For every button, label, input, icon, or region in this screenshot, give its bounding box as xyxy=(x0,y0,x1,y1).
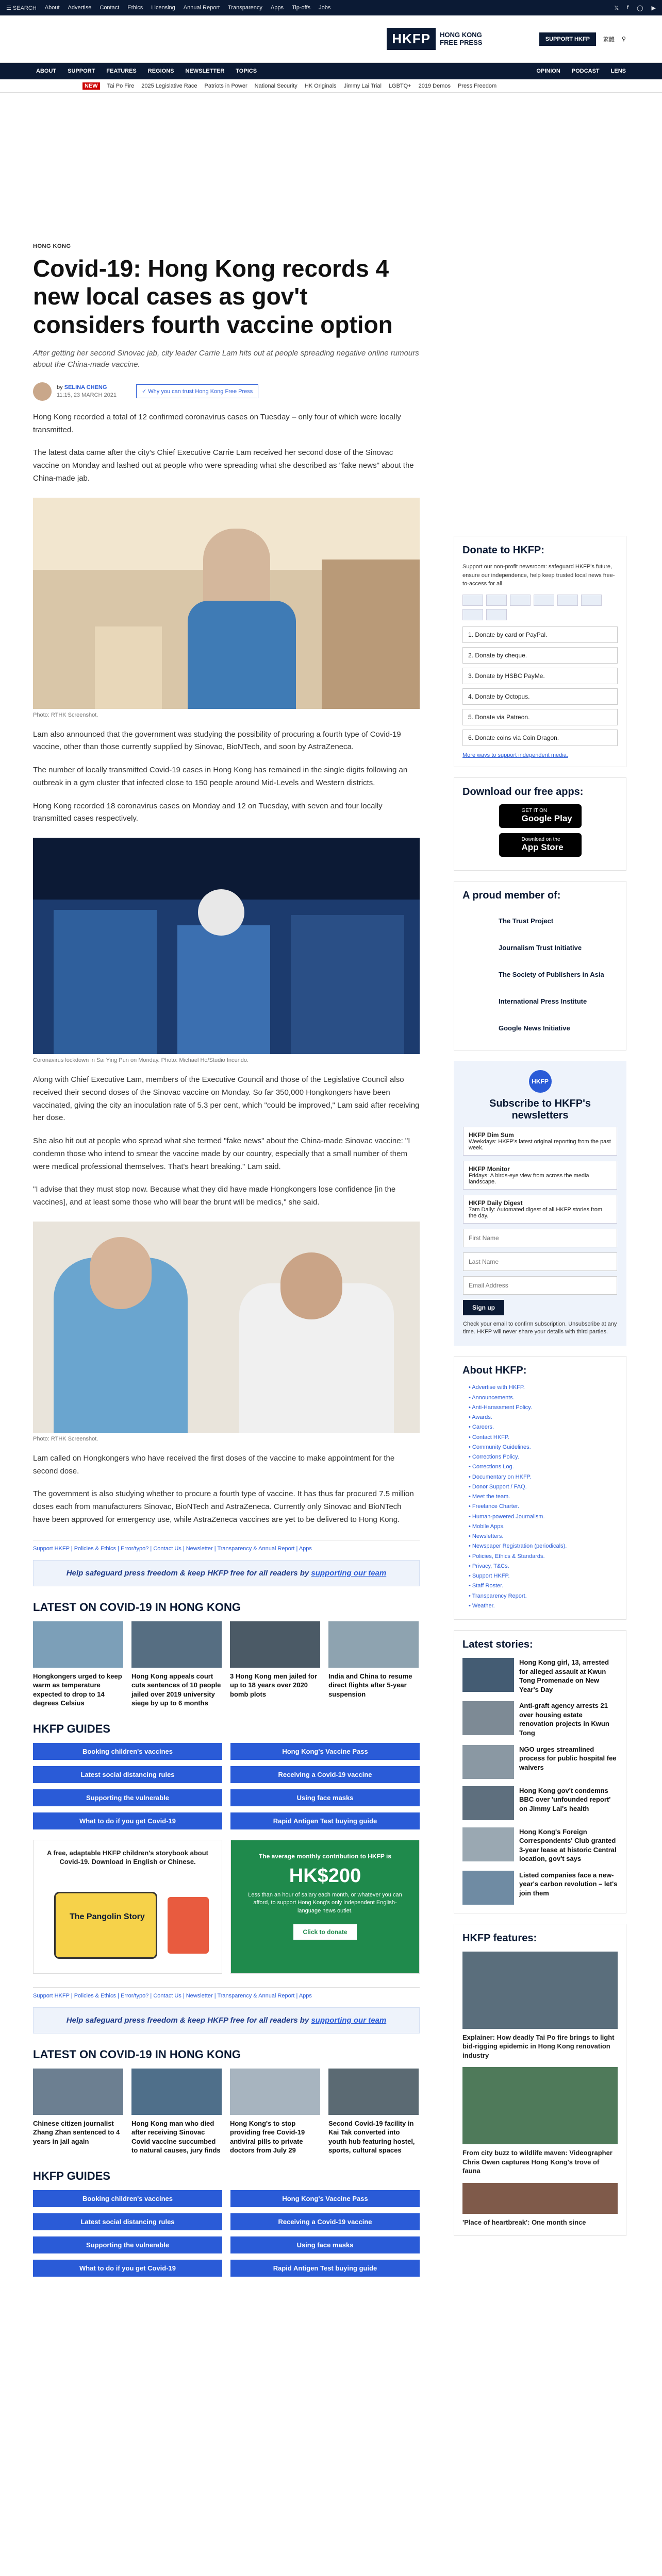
guide-button[interactable]: Using face masks xyxy=(230,1789,420,1806)
site-logo[interactable] xyxy=(387,28,482,50)
help-text: Help safeguard press freedom & keep HKFP free for all readers by xyxy=(66,2015,309,2025)
storybook-title: A free, adaptable HKFP children's storybook about Covid-19. Download in English or Chinese. xyxy=(47,1849,208,1866)
nl-desc: Fridays: A birds-eye view from across the media landscape. xyxy=(469,1172,589,1185)
top-link-annual-report[interactable]: Annual Report xyxy=(183,5,220,11)
photo-carrie-lam-vaccine xyxy=(33,498,420,709)
top-link-apps[interactable]: Apps xyxy=(270,5,284,11)
nav-support[interactable]: SUPPORT xyxy=(68,68,95,74)
nl-name: HKFP Monitor xyxy=(469,1165,510,1173)
trust-button-label: Why you can trust Hong Kong Free Press xyxy=(148,388,253,395)
search-label: SEARCH xyxy=(12,5,37,11)
donate-option[interactable]: 2. Donate by cheque. xyxy=(462,647,618,664)
nav-podcast[interactable]: PODCAST xyxy=(571,68,600,74)
language-switch[interactable]: 繁體 xyxy=(603,36,615,43)
masthead xyxy=(0,15,662,63)
story-item[interactable] xyxy=(462,1658,618,1694)
latest-card[interactable] xyxy=(328,1621,419,1708)
apple-small: Download on the xyxy=(521,837,560,842)
about-link[interactable]: • Freelance Charter. xyxy=(469,1503,520,1510)
newsletter-box xyxy=(454,1061,626,1346)
card-title: 3 Hong Kong men jailed for up to 18 years over 2020 bomb plots xyxy=(230,1672,318,1698)
donate-heading: The average monthly contribution to HKFP is xyxy=(258,1852,392,1860)
donate-option[interactable]: 5. Donate via Patreon. xyxy=(462,709,618,725)
nav-about[interactable]: ABOUT xyxy=(36,68,57,74)
nav-topics[interactable]: TOPICS xyxy=(236,68,257,74)
donate-option[interactable]: 1. Donate by card or PayPal. xyxy=(462,626,618,643)
about-link[interactable]: • Meet the team. xyxy=(469,1494,510,1500)
google-small: GET IT ON xyxy=(521,808,548,814)
story-item[interactable] xyxy=(462,1871,618,1905)
about-link[interactable]: • Privacy, T&Cs. xyxy=(469,1563,509,1569)
top-link-licensing[interactable]: Licensing xyxy=(151,5,175,11)
subnav-item[interactable]: Jimmy Lai Trial xyxy=(343,82,382,89)
support-links-2[interactable]: Support HKFP | Policies & Ethics | Error/typo? | Contact Us | Newsletter | Transparency & Annual Report | Apps xyxy=(33,1987,420,1999)
guide-button[interactable]: Hong Kong's Vaccine Pass xyxy=(230,2190,420,2207)
newsletter-note: Check your email to confirm subscription. Unsubscribe at any time. HKFP will never share your details with third parties. xyxy=(463,1320,617,1335)
latest-cards-2 xyxy=(33,2069,420,2155)
card-title: Hong Kong appeals court cuts sentences of 10 people jailed over 2019 university siege by up to 6 months xyxy=(131,1672,221,1707)
search-icon[interactable]: ⚲ xyxy=(621,36,626,42)
member-logo[interactable]: The Society of Publishers in Asia xyxy=(499,971,604,978)
paypal-icon xyxy=(510,595,531,606)
card-title: Chinese citizen journalist Zhang Zhan sentenced to 4 years in jail again xyxy=(33,2119,120,2145)
paragraph: Lam called on Hongkongers who have received the first doses of the vaccine to make appointment for the second dose. xyxy=(33,1453,395,1476)
paragraph: Lam also announced that the government was studying the possibility of procuring a fourth type of Covid-19 vaccine, other than those currently supplied by Sinovac, BioNTech, and soon by AstraZeneca. xyxy=(33,730,401,752)
photo-caption: Photo: RTHK Screenshot. xyxy=(33,711,98,718)
top-link-contact[interactable]: Contact xyxy=(100,5,120,11)
donate-title: Donate to HKFP: xyxy=(462,545,544,556)
subnav-item[interactable]: 2025 Legislative Race xyxy=(141,82,197,89)
feature-item[interactable] xyxy=(462,1952,618,2060)
about-link[interactable]: • Newspaper Registration (periodicals). xyxy=(469,1543,567,1550)
sub-nav xyxy=(0,79,662,93)
about-link[interactable]: • Policies, Ethics & Standards. xyxy=(469,1553,545,1560)
guides-title-2: HKFP GUIDES xyxy=(33,2169,110,2182)
top-link-about[interactable]: About xyxy=(44,5,60,11)
about-title: About HKFP: xyxy=(462,1365,527,1377)
nl-desc: 7am Daily: Automated digest of all HKFP stories from the day. xyxy=(469,1206,603,1219)
paragraph: Hong Kong recorded 18 coronavirus cases on Monday and 12 on Tuesday, with seven and four locally transmitted cases respectively. xyxy=(33,801,383,823)
newsletter-option-dim-sum[interactable] xyxy=(463,1127,617,1156)
search-link[interactable]: ☰ SEARCH xyxy=(6,5,37,11)
new-badge: NEW xyxy=(82,82,100,90)
stories-title: Latest stories: xyxy=(462,1639,533,1651)
paragraph: Hong Kong recorded a total of 12 confirmed coronavirus cases on Tuesday – only four of which were locally transmitted. xyxy=(33,412,401,434)
donate-button[interactable]: Click to donate xyxy=(293,1924,356,1940)
help-box-2 xyxy=(33,2007,420,2033)
paragraph: The latest data came after the city's Chief Executive Carrie Lam received her second dose of the Sinovac vaccine on Monday and lashed out at people who were spreading what she described as "fake news" about the China-made jab. xyxy=(33,448,414,483)
latest-cards xyxy=(33,1621,420,1708)
story-title: Hong Kong's Foreign Correspondents' Club granted 3-year lease at historic Central location, gov't says xyxy=(519,1827,617,1863)
about-link[interactable]: • Contact HKFP. xyxy=(469,1434,509,1440)
instagram-icon[interactable]: ◯ xyxy=(637,5,643,11)
about-link[interactable]: • Community Guidelines. xyxy=(469,1444,531,1450)
feature-title: From city buzz to wildlife maven: Videographer Chris Owen captures Hong Kong's trove of fauna xyxy=(462,2149,613,2175)
guide-button[interactable]: Using face masks xyxy=(230,2236,420,2253)
about-link[interactable]: • Mobile Apps. xyxy=(469,1523,505,1530)
facebook-icon[interactable]: f xyxy=(627,5,629,11)
story-title: Hong Kong girl, 13, arrested for alleged assault at Kwun Tong Promenade on New Year's Day xyxy=(519,1658,609,1693)
feature-title: Explainer: How deadly Tai Po fire brings to light bid-rigging epidemic in Hong Kong renovation industry xyxy=(462,2033,615,2059)
guide-button[interactable]: Rapid Antigen Test buying guide xyxy=(230,2260,420,2277)
donate-promo[interactable] xyxy=(230,1840,420,1974)
top-link-advertise[interactable]: Advertise xyxy=(68,5,92,11)
storybook-promo[interactable] xyxy=(33,1840,222,1974)
storybook-label: The Pangolin Story xyxy=(70,1912,145,1921)
donate-text: Less than an hour of salary each month, or whatever you can afford, to support Hong Kong's only independent English-language news outlet. xyxy=(248,1891,402,1914)
nav-opinion[interactable]: OPINION xyxy=(536,68,560,74)
newsletter-option-monitor[interactable] xyxy=(463,1161,617,1190)
apps-title: Download our free apps: xyxy=(462,786,584,798)
story-item[interactable] xyxy=(462,1701,618,1737)
newsletter-option-digest[interactable] xyxy=(463,1195,617,1224)
about-box xyxy=(454,1356,626,1620)
top-link-ethics[interactable]: Ethics xyxy=(127,5,143,11)
subnav-item[interactable]: 2019 Demos xyxy=(418,82,451,89)
story-title: NGO urges streamlined process for public hospital fee waivers xyxy=(519,1745,617,1771)
member-title: A proud member of: xyxy=(462,889,561,901)
paragraph: "I advise that they must stop now. Because what they did have made Hongkongers lose confidence [in the vaccines], and at least some those who will bear the brunt will be medics," she said. xyxy=(33,1185,396,1207)
donate-option[interactable]: 6. Donate coins via Coin Dragon. xyxy=(462,730,618,746)
card-icon xyxy=(486,595,507,606)
google-play-button[interactable] xyxy=(499,804,582,828)
subnav-item[interactable]: National Security xyxy=(254,82,297,89)
card-title: Second Covid-19 facility in Kai Tak converted into youth hub featuring hostel, sports, cultural spaces xyxy=(328,2119,415,2155)
member-logo[interactable]: Journalism Trust Initiative xyxy=(499,944,582,952)
member-logo[interactable]: Google News Initiative xyxy=(499,1024,570,1032)
top-bar xyxy=(0,0,662,15)
story-item[interactable] xyxy=(462,1827,618,1863)
logo-line1: HONG KONG xyxy=(440,31,482,39)
features-title: HKFP features: xyxy=(462,1932,537,1944)
guide-button[interactable]: Supporting the vulnerable xyxy=(33,1789,222,1806)
guides-title: HKFP GUIDES xyxy=(33,1722,110,1735)
story-item[interactable] xyxy=(462,1745,618,1779)
about-link[interactable]: • Corrections Policy. xyxy=(469,1454,519,1461)
story-title: Listed companies face a new-year's carbon revolution – let's join them xyxy=(519,1871,618,1897)
help-link[interactable]: supporting our team xyxy=(311,2015,387,2025)
latest-card[interactable] xyxy=(131,2069,222,2155)
subnav-item[interactable]: Tai Po Fire xyxy=(107,82,135,89)
guide-button[interactable]: Booking children's vaccines xyxy=(33,2190,222,2207)
donate-option[interactable]: 4. Donate by Octopus. xyxy=(462,688,618,705)
latest-card[interactable] xyxy=(230,1621,320,1708)
email-input[interactable]: Email Address xyxy=(463,1276,617,1295)
about-link[interactable]: • Transparency Report. xyxy=(469,1592,527,1599)
support-button[interactable]: SUPPORT HKFP xyxy=(539,32,596,46)
octopus-icon xyxy=(557,595,578,606)
top-link-transparency[interactable]: Transparency xyxy=(228,5,262,11)
apps-box xyxy=(454,777,626,871)
help-text: Help safeguard press freedom & keep HKFP free for all readers by xyxy=(66,1568,309,1578)
latest-card[interactable] xyxy=(328,2069,419,2155)
guide-button[interactable]: What to do if you get Covid-19 xyxy=(33,1812,222,1829)
help-box xyxy=(33,1560,420,1586)
about-link[interactable]: • Documentary on HKFP. xyxy=(469,1473,532,1480)
card-title: Hong Kong's to stop providing free Covid-19 antiviral pills to private doctors from July 29 xyxy=(230,2119,305,2155)
feature-item[interactable] xyxy=(462,2183,618,2227)
paragraph: The government is also studying whether to procure a fourth type of vaccine. It has thus far procured 7.5 million doses each from manufacturers Sinovac, BioNTech and AstraZeneca. Currently only Sinovac and BioNTech have been approved for emergency use, while AstraZeneca vaccines are yet to be delivered to Hong Kong. xyxy=(33,1489,414,1524)
card-title: Hong Kong man who died after receiving Sinovac Covid vaccine succumbed to natural causes, jury finds xyxy=(131,2119,221,2155)
member-logo[interactable]: The Trust Project xyxy=(499,917,554,925)
author-prefix: by xyxy=(57,384,63,391)
subnav-item[interactable]: LGBTQ+ xyxy=(388,82,411,89)
author-name[interactable]: SELINA CHENG xyxy=(64,384,107,391)
article-kicker[interactable]: HONG KONG xyxy=(33,243,71,249)
nl-name: HKFP Daily Digest xyxy=(469,1199,523,1207)
cheque-icon xyxy=(462,609,483,620)
photo-second-dose xyxy=(33,1222,420,1433)
about-link[interactable]: • Announcements. xyxy=(469,1394,515,1401)
card-icon xyxy=(462,595,483,606)
about-link[interactable]: • Donor Support / FAQ. xyxy=(469,1483,527,1490)
latest-card[interactable] xyxy=(33,2069,123,2155)
photo-caption: Coronavirus lockdown in Sai Ying Pun on Monday. Photo: Michael Ho/Studio Incendo. xyxy=(33,1057,249,1064)
guides-grid xyxy=(33,1743,420,1829)
nav-newsletter[interactable]: NEWSLETTER xyxy=(185,68,225,74)
member-box xyxy=(454,881,626,1050)
newsletter-title: Subscribe to HKFP's newsletters xyxy=(489,1097,591,1121)
feature-title: 'Place of heartbreak': One month since xyxy=(462,2218,586,2226)
member-logo[interactable]: International Press Institute xyxy=(499,997,587,1005)
paragraph: Along with Chief Executive Lam, members of the Executive Council and those of the Legislative Council also received their second doses of the Sinovac vaccine on Monday. So far 350,000 Hongkongers have been vaccinated, giving the city an inoculation rate of 5.3 per cent, which "could be improved," Lam said after receiving her dose. xyxy=(33,1075,420,1123)
subnav-item[interactable]: Patriots in Power xyxy=(204,82,247,89)
google-big: Google Play xyxy=(521,814,572,823)
last-name-input[interactable]: Last Name xyxy=(463,1252,617,1271)
top-link-jobs[interactable]: Jobs xyxy=(319,5,331,11)
coin-icon xyxy=(486,609,507,620)
top-link-tipoffs[interactable]: Tip-offs xyxy=(292,5,311,11)
youtube-icon[interactable]: ▶ xyxy=(651,5,656,11)
latest-card[interactable] xyxy=(33,1621,123,1708)
newsletter-badge: HKFP xyxy=(529,1070,552,1093)
guides-grid-2 xyxy=(33,2190,420,2277)
nl-desc: Weekdays: HKFP's latest original reporting from the past week. xyxy=(469,1138,611,1151)
promo-row xyxy=(33,1840,420,1974)
guide-button[interactable]: Rapid Antigen Test buying guide xyxy=(230,1812,420,1829)
photo-lockdown xyxy=(33,838,420,1054)
subnav-item[interactable]: Press Freedom xyxy=(458,82,497,89)
guide-button[interactable]: Latest social distancing rules xyxy=(33,2213,222,2230)
donate-more-link[interactable]: More ways to support independent media. xyxy=(462,752,568,758)
donate-box xyxy=(454,536,626,767)
app-store-button[interactable] xyxy=(499,833,582,857)
payme-icon xyxy=(534,595,554,606)
nav-lens[interactable]: LENS xyxy=(610,68,626,74)
help-link[interactable]: supporting our team xyxy=(311,1568,387,1578)
stories-box xyxy=(454,1630,626,1913)
byline xyxy=(33,382,420,401)
latest-title-2: LATEST ON COVID-19 IN HONG KONG xyxy=(33,2047,241,2061)
photo-caption: Photo: RTHK Screenshot. xyxy=(33,1435,98,1442)
guide-button[interactable]: Booking children's vaccines xyxy=(33,1743,222,1760)
about-link[interactable]: • Corrections Log. xyxy=(469,1464,514,1470)
donate-intro: Support our non-profit newsroom: safeguard HKFP's future, ensure our independence, help keep trusted local news free-to-access for all. xyxy=(462,564,615,587)
about-link[interactable]: • Weather. xyxy=(469,1602,495,1609)
subnav-item[interactable]: HK Originals xyxy=(304,82,337,89)
features-box xyxy=(454,1924,626,2236)
about-link[interactable]: • Support HKFP. xyxy=(469,1573,510,1580)
about-link[interactable]: • Careers. xyxy=(469,1424,494,1431)
about-link[interactable]: • Staff Roster. xyxy=(469,1583,504,1589)
guide-button[interactable]: Supporting the vulnerable xyxy=(33,2236,222,2253)
sidebar xyxy=(454,536,626,2236)
logo-mark: HKFP xyxy=(387,28,436,50)
latest-card[interactable] xyxy=(230,2069,320,2155)
about-link[interactable]: • Advertise with HKFP. xyxy=(469,1384,525,1391)
twitter-icon[interactable]: 𝕏 xyxy=(614,5,619,11)
latest-card[interactable] xyxy=(131,1621,222,1708)
paragraph: The number of locally transmitted Covid-19 cases in Hong Kong has remained in the single digits following an outbreak in a gym cluster that infected close to 150 people around Mid-Levels and Western districts. xyxy=(33,766,408,787)
signup-button[interactable]: Sign up xyxy=(463,1300,504,1315)
donate-option[interactable]: 3. Donate by HSBC PayMe. xyxy=(462,668,618,684)
about-link[interactable]: • Awards. xyxy=(469,1414,492,1421)
about-link[interactable]: • Newsletters. xyxy=(469,1533,504,1540)
nl-name: HKFP Dim Sum xyxy=(469,1131,514,1139)
guide-button[interactable]: Receiving a Covid-19 vaccine xyxy=(230,2213,420,2230)
donate-amount: HK$200 xyxy=(289,1865,361,1887)
first-name-input[interactable]: First Name xyxy=(463,1229,617,1247)
article-title: Covid-19: Hong Kong records 4 new local cases as gov't considers fourth vaccine option xyxy=(33,255,393,338)
about-link[interactable]: • Human-powered Journalism. xyxy=(469,1513,545,1520)
nav-features[interactable]: FEATURES xyxy=(106,68,137,74)
trust-button[interactable]: ✓ Why you can trust Hong Kong Free Press xyxy=(136,384,258,398)
feature-item[interactable] xyxy=(462,2067,618,2176)
apple-big: App Store xyxy=(521,842,564,852)
logo-line2: FREE PRESS xyxy=(440,38,483,46)
card-title: Hongkongers urged to keep warm as temperature expected to drop to 14 degrees Celsius xyxy=(33,1672,122,1707)
guide-button[interactable]: Hong Kong's Vaccine Pass xyxy=(230,1743,420,1760)
main-nav xyxy=(0,63,662,79)
article xyxy=(33,243,420,2277)
guide-button[interactable]: Latest social distancing rules xyxy=(33,1766,222,1783)
story-title: Anti-graft agency arrests 21 over housing estate renovation projects in Kwun Tong xyxy=(519,1702,609,1737)
card-title: India and China to resume direct flights after 5-year suspension xyxy=(328,1672,412,1698)
patreon-icon xyxy=(581,595,602,606)
nav-regions[interactable]: REGIONS xyxy=(147,68,174,74)
about-link[interactable]: • Anti-Harassment Policy. xyxy=(469,1404,532,1411)
about-list xyxy=(462,1383,618,1611)
guide-button[interactable]: Receiving a Covid-19 vaccine xyxy=(230,1766,420,1783)
guide-button[interactable]: What to do if you get Covid-19 xyxy=(33,2260,222,2277)
payment-icons xyxy=(462,595,618,620)
support-links[interactable]: Support HKFP | Policies & Ethics | Error/typo? | Contact Us | Newsletter | Transparency & Annual Report | Apps xyxy=(33,1540,420,1552)
story-item[interactable] xyxy=(462,1786,618,1820)
author-avatar xyxy=(33,382,52,401)
paragraph: She also hit out at people who spread what she termed "fake news" about the China-made Sinovac vaccine: "I condemn those who intend to smear the vaccine made by our country, especially that a small number of them were medical professional themselves. That's heart breaking." Lam said. xyxy=(33,1137,410,1171)
publish-date: 11:15, 23 MARCH 2021 xyxy=(57,392,117,399)
article-lede: After getting her second Sinovac jab, city leader Carrie Lam hits out at people spreading negative online rumours about the China-made vaccine. xyxy=(33,348,419,369)
latest-title: LATEST ON COVID-19 IN HONG KONG xyxy=(33,1600,241,1614)
story-title: Hong Kong gov't condemns BBC over 'unfounded report' on Jimmy Lai's health xyxy=(519,1786,611,1812)
